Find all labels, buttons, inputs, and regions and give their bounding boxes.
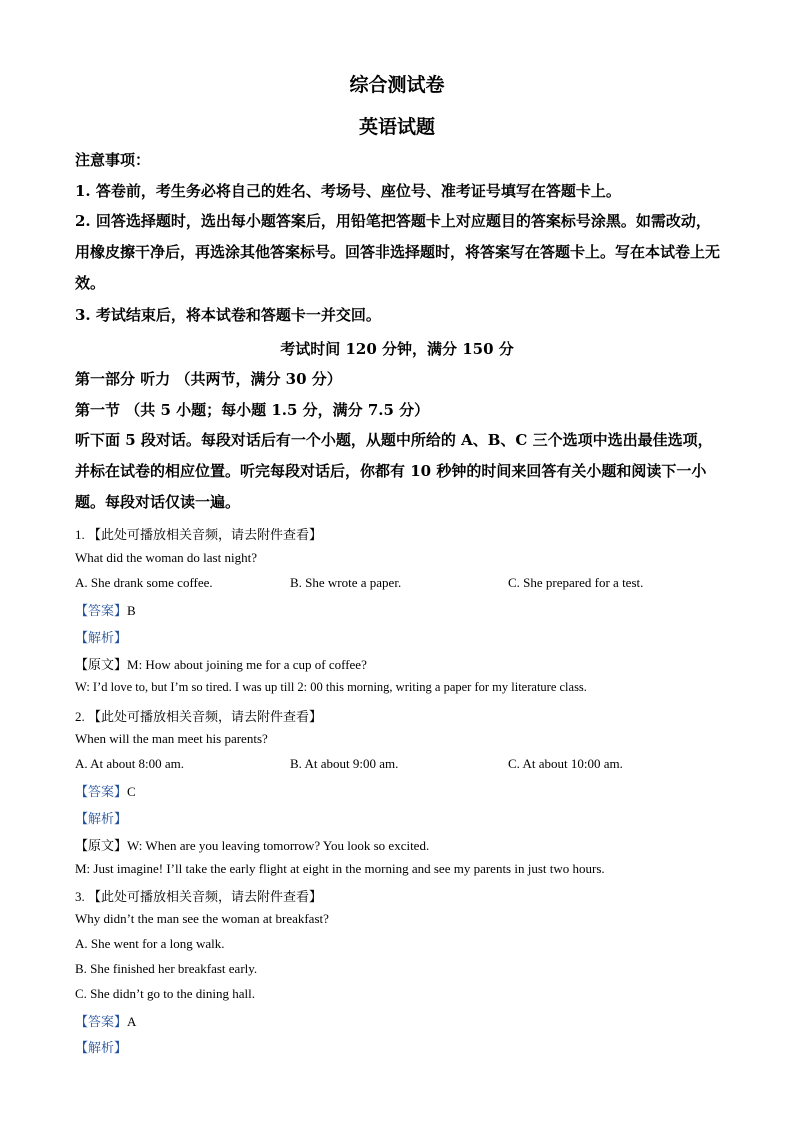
question-1-head[interactable]: 1. 【此处可播放相关音频，请去附件查看】: [75, 527, 323, 542]
exam-info: 考试时间 120 分钟，满分 150 分: [280, 340, 514, 358]
part1-title: 第一部分 听力 （共两节，满分 30 分）: [75, 370, 342, 388]
question-2-head[interactable]: 2. 【此处可播放相关音频，请去附件查看】: [75, 709, 323, 724]
question-3-text: Why didn’t the man see the woman at breakfast?: [75, 911, 329, 926]
question-2-option-b: B. At about 9:00 am.: [290, 756, 399, 771]
notice-item-2: 2. 回答选择题时，选出每小题答案后，用铅笔把答题卡上对应题目的答案标号涂黑。如需改动，用橡皮擦干净后，再选涂其他答案标号。回答非选择题时，将答案写在答题卡上。写在本试卷上无效。: [75, 212, 721, 292]
question-2-analysis: 【解析】: [75, 811, 128, 826]
question-2-transcript-2: M: Just imagine! I’ll take the early flight at eight in the morning and see my parents in just two hours.: [75, 861, 605, 876]
question-1-transcript-2: W: I’d love to, but I’m so tired. I was up till 2: 00 this morning, writing a paper for my literature class.: [75, 680, 587, 694]
notice-item-3: 3. 考试结束后，将本试卷和答题卡一并交回。: [75, 306, 381, 324]
question-2-transcript-1: 【原文】W: When are you leaving tomorrow? You look so excited.: [75, 838, 430, 853]
question-2-answer: 【答案】C: [75, 784, 136, 799]
question-1-option-b: B. She wrote a paper.: [290, 575, 402, 590]
notice-heading: 注意事项：: [75, 151, 151, 169]
question-2-option-a: A. At about 8:00 am.: [75, 756, 185, 771]
notice-item-1: 1. 答卷前，考生务必将自己的姓名、考场号、座位号、准考证号填写在答题卡上。: [75, 182, 621, 200]
question-1-option-a: A. She drank some coffee.: [75, 575, 213, 590]
question-1-transcript-1: 【原文】M: How about joining me for a cup of coffee?: [75, 657, 367, 672]
section1-title: 第一节 （共 5 小题；每小题 1.5 分，满分 7.5 分）: [75, 401, 430, 419]
question-3-option-c: C. She didn’t go to the dining hall.: [75, 986, 255, 1001]
question-3-option-a: A. She went for a long walk.: [75, 936, 225, 951]
question-1-answer: 【答案】B: [75, 603, 136, 618]
question-2-text: When will the man meet his parents?: [75, 731, 268, 746]
question-3-head[interactable]: 3. 【此处可播放相关音频，请去附件查看】: [75, 889, 323, 904]
question-2-option-c: C. At about 10:00 am.: [508, 756, 623, 771]
question-3-analysis: 【解析】: [75, 1040, 128, 1055]
question-1-text: What did the woman do last night?: [75, 550, 257, 565]
question-1-option-c: C. She prepared for a test.: [508, 575, 644, 590]
page-subtitle: 英语试题: [358, 116, 435, 138]
question-1-analysis: 【解析】: [75, 630, 128, 645]
question-3-option-b: B. She finished her breakfast early.: [75, 961, 258, 976]
question-3-answer: 【答案】A: [75, 1014, 137, 1029]
page-title: 综合测试卷: [349, 74, 445, 96]
section1-instructions: 听下面 5 段对话。每段对话后有一个小题，从题中所给的 A、B、C 三个选项中选出最佳选项，并标在试卷的相应位置。听完每段对话后，你都有 10 秒钟的时间来回答有关小题和阅读下一小题。每段对话仅读一遍。: [75, 431, 713, 511]
